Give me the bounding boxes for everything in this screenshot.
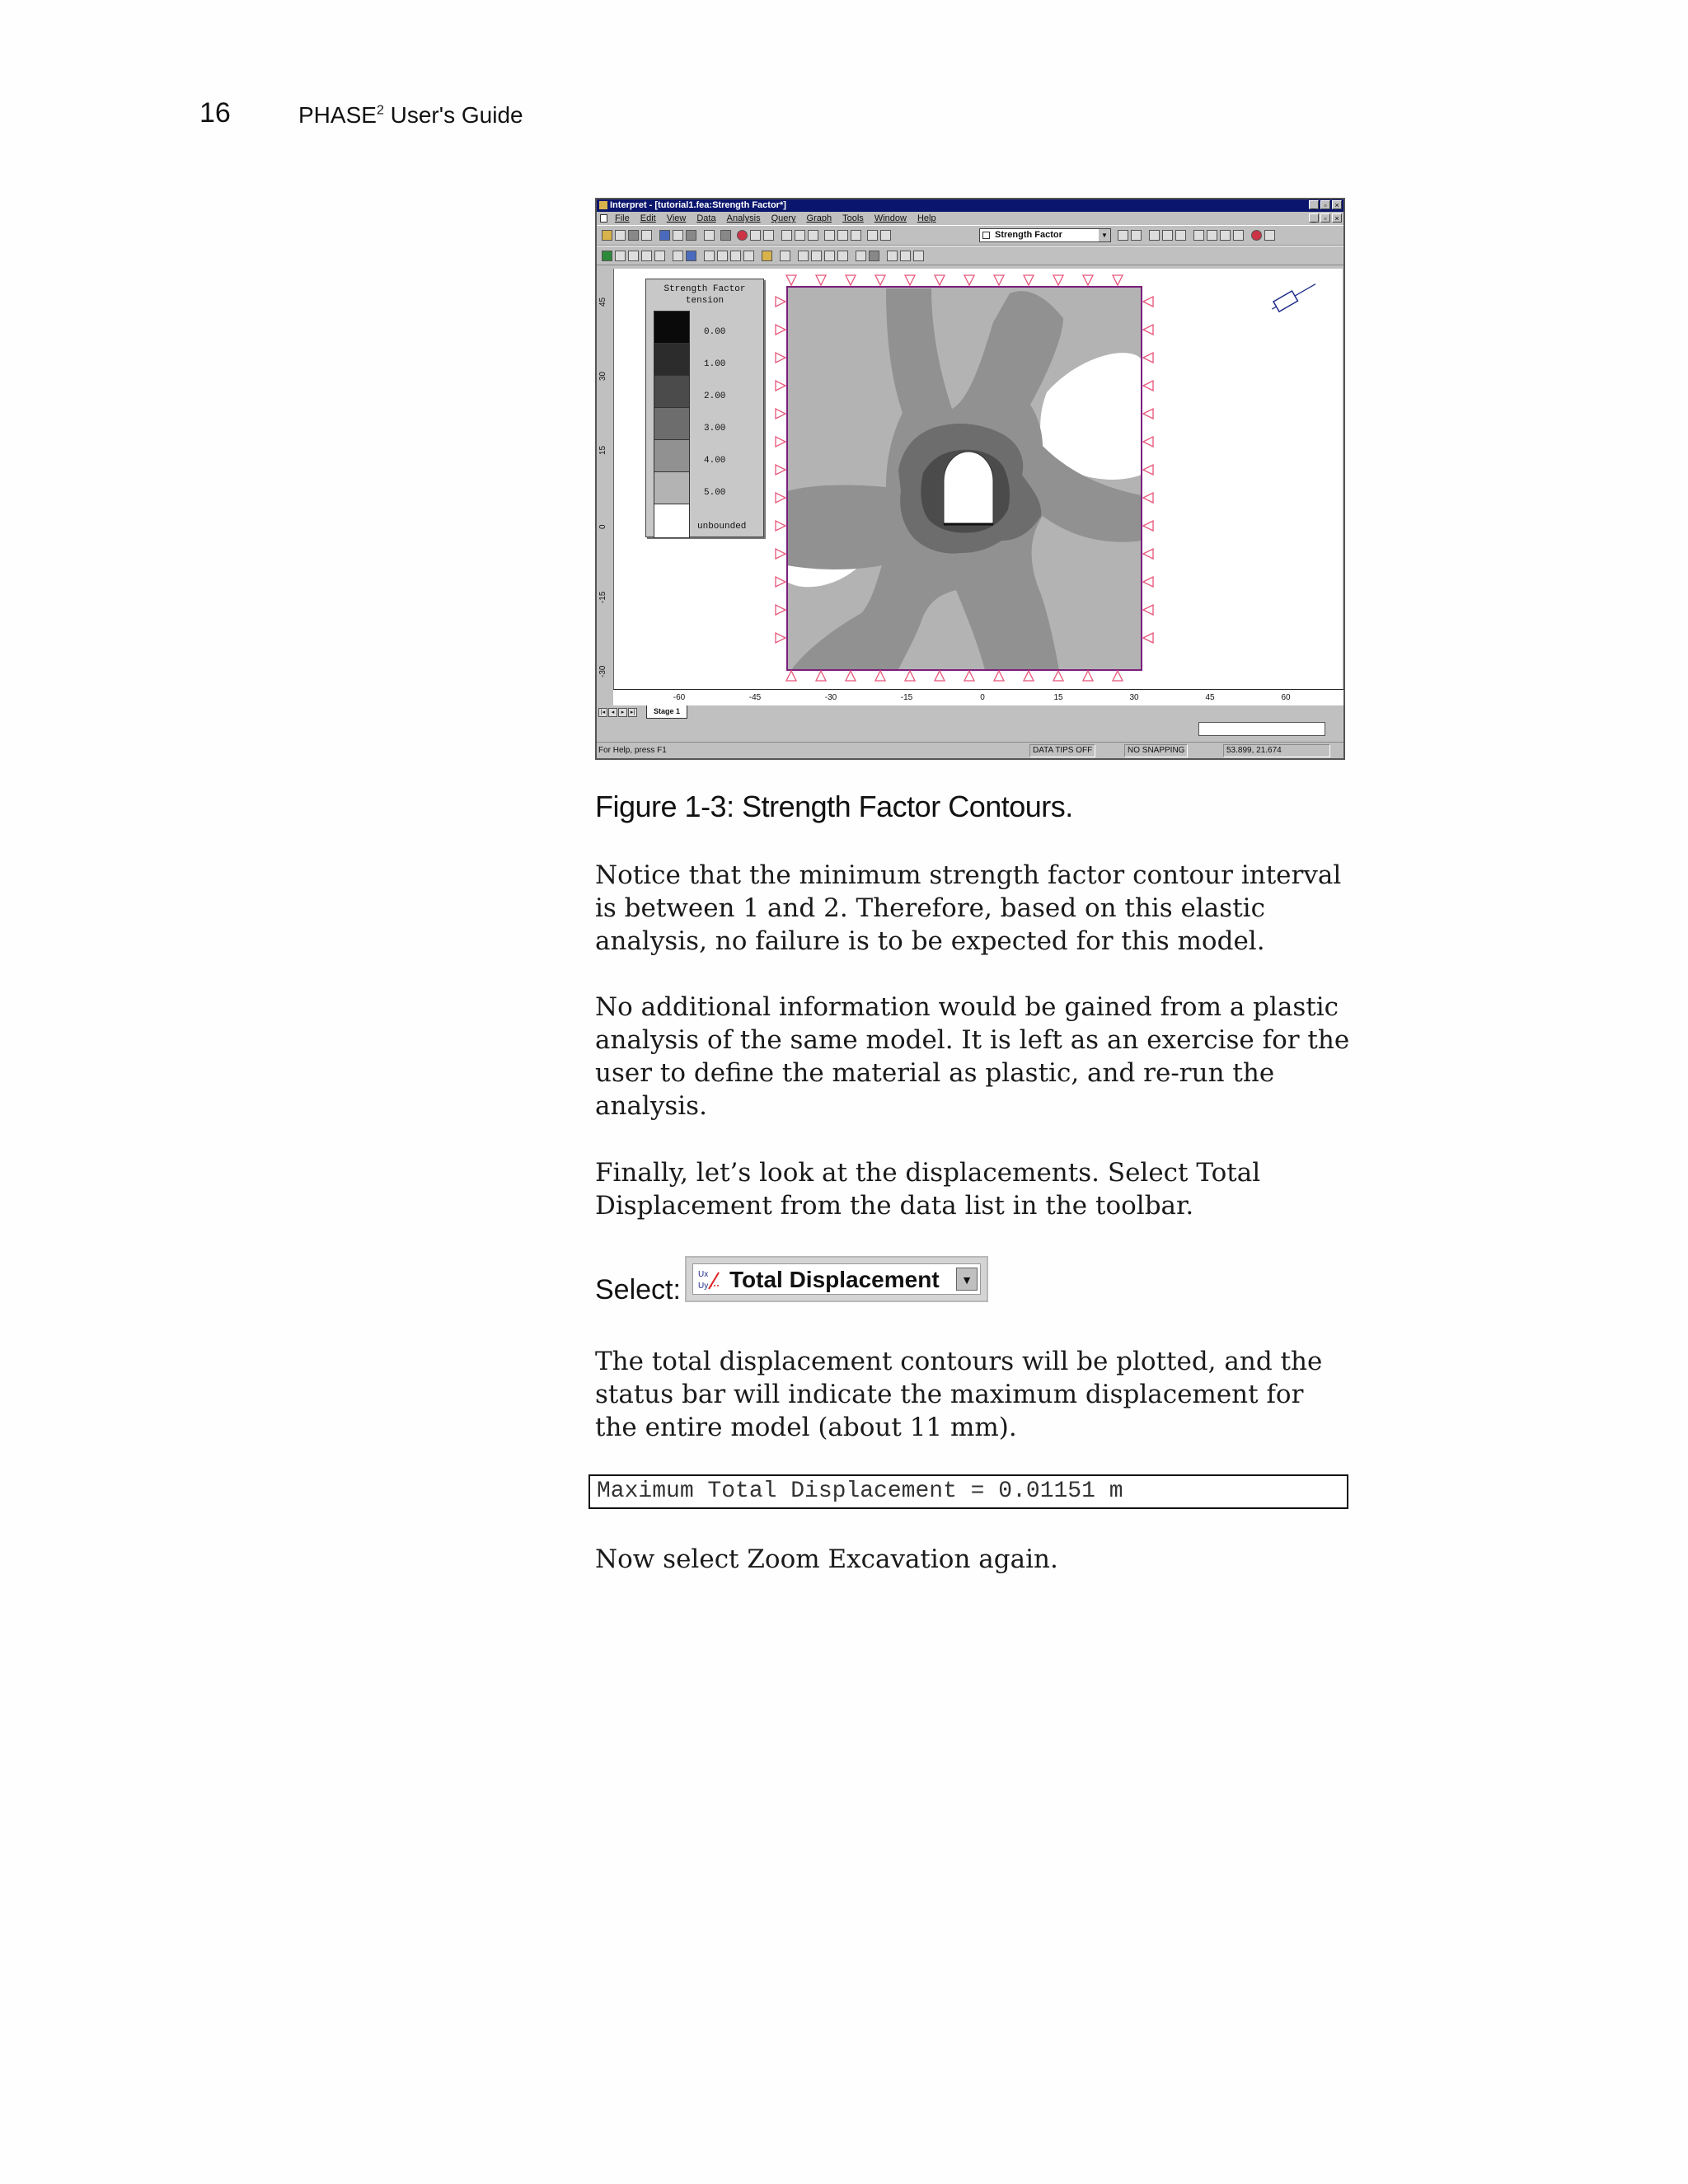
export-icon[interactable]: [628, 230, 639, 241]
svg-text:Ux: Ux: [698, 1270, 709, 1279]
menu-file[interactable]: File: [615, 213, 630, 223]
selector-value: Total Displacement: [729, 1267, 940, 1292]
restraint-top-icon: [875, 275, 885, 285]
restraint-bottom-icon: [875, 671, 885, 681]
restraint-right-icon: [1143, 465, 1153, 475]
restraint-right-icon: [1143, 521, 1153, 531]
info-field[interactable]: [1198, 722, 1325, 736]
restraint-bottom-icon: [994, 671, 1004, 681]
y-tick-label: -30: [598, 665, 607, 677]
display-options-icon[interactable]: [602, 251, 612, 261]
stop-icon[interactable]: [763, 230, 774, 241]
restraint-right-icon: [1143, 577, 1153, 587]
restraint-top-icon: [935, 275, 945, 285]
zoom-all-icon[interactable]: [781, 230, 792, 241]
running-header: [298, 102, 523, 129]
data-selector-combo[interactable]: [979, 228, 1111, 242]
copy-drawing-icon[interactable]: [811, 251, 822, 261]
external-boundary: [787, 287, 1142, 670]
main-toolbar: [597, 225, 1343, 246]
max-displacement-readout: Maximum Total Displacement = 0.01151 m: [588, 1474, 1348, 1509]
restraint-bottom-icon: [1113, 671, 1123, 681]
last-tab-icon[interactable]: ▸|: [628, 708, 637, 717]
title-bar: [597, 199, 1343, 212]
restraint-left-icon: [776, 549, 785, 559]
edit-drawing-icon[interactable]: [762, 251, 772, 261]
contour-band-2-3: [898, 424, 1041, 554]
restraint-top-icon: [786, 275, 796, 285]
select-icon[interactable]: [1149, 230, 1160, 241]
x-tick-label: -45: [748, 693, 762, 702]
table-icon[interactable]: [1220, 230, 1231, 241]
legend-swatch: [654, 439, 690, 474]
y-tick-label: 15: [598, 445, 607, 455]
menu-window[interactable]: Window: [874, 213, 907, 223]
arrow-icon[interactable]: [628, 251, 639, 261]
prev-tab-icon[interactable]: ◂: [608, 708, 617, 717]
graph-line-icon[interactable]: [1207, 230, 1217, 241]
restraint-left-icon: [776, 325, 785, 335]
restraint-left-icon: [776, 297, 785, 307]
open-icon[interactable]: [602, 230, 612, 241]
restore-icon[interactable]: ▫: [1320, 200, 1330, 209]
angle-icon[interactable]: [704, 251, 715, 261]
x-tick-label: -15: [900, 693, 913, 702]
restraint-left-icon: [776, 409, 785, 419]
record-icon[interactable]: [737, 230, 748, 241]
mdi-close-icon[interactable]: ×: [1332, 213, 1342, 223]
interpret-window: [595, 198, 1345, 760]
menu-query[interactable]: Query: [771, 213, 796, 223]
legend-label: 0.00: [704, 327, 726, 337]
info-bar: [597, 719, 1343, 742]
chevron-down-icon[interactable]: ▼: [1099, 229, 1110, 241]
y-tick-label: 45: [598, 297, 607, 307]
contour-band-1-2: [921, 450, 1010, 533]
chevron-down-icon[interactable]: ▼: [956, 1268, 978, 1291]
figure-caption: Figure 1-3: Strength Factor Contours.: [595, 790, 1073, 823]
paragraph-4: The total displacement contours will be plotted, and the status bar will indicate the maximum displacement for the entire model (about 11 mm).: [595, 1347, 1323, 1442]
restraint-left-icon: [776, 577, 785, 587]
legend-label: 1.00: [704, 359, 726, 369]
legend-swatch: [654, 375, 690, 410]
zoom-window-icon[interactable]: [824, 230, 835, 241]
restraint-left-icon: [776, 353, 785, 363]
legend-swatch: [654, 343, 690, 377]
x-tick-label: -60: [673, 693, 686, 702]
export-drawing-icon[interactable]: [900, 251, 911, 261]
restraint-top-icon: [964, 275, 974, 285]
restraint-left-icon: [776, 521, 785, 531]
first-tab-icon[interactable]: |◂: [598, 708, 607, 717]
restraint-bottom-icon: [1053, 671, 1063, 681]
svg-text:Uy: Uy: [698, 1282, 709, 1291]
line-icon[interactable]: [780, 251, 790, 261]
info-icon[interactable]: [704, 230, 715, 241]
restraint-right-icon: [1143, 549, 1153, 559]
contour-unbounded-right: [1040, 353, 1142, 480]
play-icon[interactable]: [750, 230, 761, 241]
restraint-bottom-icon: [1083, 671, 1093, 681]
menu-edit[interactable]: Edit: [640, 213, 656, 223]
legend-label: unbounded: [697, 522, 747, 532]
delete-drawing-icon[interactable]: [824, 251, 835, 261]
x-tick-label: -30: [824, 693, 837, 702]
axis-icon[interactable]: [615, 251, 626, 261]
restraint-right-icon: [1143, 493, 1153, 503]
zoom-in-icon[interactable]: [795, 230, 805, 241]
paragraph-5: Now select Zoom Excavation again.: [595, 1544, 1058, 1574]
paste-drawing-icon[interactable]: [837, 251, 848, 261]
text-box-icon[interactable]: [654, 251, 665, 261]
menu-analysis[interactable]: Analysis: [726, 213, 761, 223]
excavation-shape: [944, 452, 993, 524]
window-title: Interpret - [tutorial1.fea:Strength Factor*]: [610, 200, 786, 210]
zoom-previous-icon[interactable]: [851, 230, 861, 241]
x-tick-label: 60: [1281, 693, 1291, 702]
restraint-right-icon: [1143, 353, 1153, 363]
y-tick-label: 0: [598, 524, 607, 529]
restraint-top-icon: [1024, 275, 1034, 285]
header-superscript: 2: [376, 103, 384, 118]
header-main: PHASE: [298, 102, 377, 128]
arrow-draw-icon[interactable]: [686, 251, 696, 261]
arc-icon[interactable]: [673, 251, 683, 261]
restraint-right-icon: [1143, 605, 1153, 615]
zoom-excavation-icon[interactable]: [837, 230, 848, 241]
redraw-icon[interactable]: [867, 230, 878, 241]
boundary-restraints: [776, 275, 1153, 681]
menu-tools[interactable]: Tools: [842, 213, 864, 223]
pan-icon[interactable]: [880, 230, 891, 241]
restraint-top-icon: [994, 275, 1004, 285]
contour-options-icon[interactable]: [1118, 230, 1128, 241]
displacement-icon: [697, 1268, 722, 1292]
notepad-icon[interactable]: [887, 251, 898, 261]
restraint-bottom-icon: [905, 671, 915, 681]
context-help-icon[interactable]: [1264, 230, 1275, 241]
status-data-tips[interactable]: DATA TIPS OFF: [1029, 744, 1095, 757]
x-tick-label: 15: [1053, 693, 1063, 702]
restraint-top-icon: [1083, 275, 1093, 285]
status-snapping[interactable]: NO SNAPPING: [1124, 744, 1188, 757]
contour-unbounded-left: [787, 496, 879, 587]
graph-icon[interactable]: [1193, 230, 1204, 241]
secondary-toolbar: [597, 246, 1343, 265]
paragraph-1: Notice that the minimum strength factor contour interval is between 1 and 2. Therefore, based on this elastic analysis, no failure is to be expected for this model.: [595, 860, 1342, 956]
print-icon[interactable]: [686, 230, 696, 241]
restraint-right-icon: [1143, 297, 1153, 307]
restraint-left-icon: [776, 605, 785, 615]
restraint-right-icon: [1143, 381, 1153, 391]
restraint-left-icon: [776, 465, 785, 475]
contour-band-4-5: [787, 287, 1142, 670]
restraint-bottom-icon: [816, 671, 826, 681]
y-tick-label: -15: [598, 591, 607, 603]
status-help: For Help, press F1: [598, 746, 667, 755]
restraint-bottom-icon: [1024, 671, 1034, 681]
document-icon[interactable]: [600, 214, 607, 223]
grid-icon[interactable]: [798, 251, 809, 261]
restraint-right-icon: [1143, 325, 1153, 335]
x-tick-label: 0: [980, 693, 985, 702]
legend-swatch: [654, 504, 690, 538]
polyline-icon[interactable]: [717, 251, 728, 261]
filter-icon[interactable]: [1131, 230, 1142, 241]
stage-tab[interactable]: Stage 1: [646, 705, 687, 719]
page-number: 16: [199, 97, 231, 129]
copy-icon[interactable]: [615, 230, 626, 241]
restraint-top-icon: [1113, 275, 1123, 285]
restraint-bottom-icon: [846, 671, 856, 681]
select-all-icon[interactable]: [869, 251, 879, 261]
select-label: Select:: [595, 1274, 681, 1305]
legend: [645, 279, 764, 537]
distance-icon[interactable]: [743, 251, 754, 261]
menu-graph[interactable]: Graph: [806, 213, 832, 223]
scissors-icon[interactable]: [856, 251, 866, 261]
close-icon[interactable]: ×: [1332, 200, 1342, 209]
restraint-bottom-icon: [964, 671, 974, 681]
pointer-icon[interactable]: [1175, 230, 1186, 241]
vertical-ruler: [597, 269, 613, 689]
restraint-left-icon: [776, 633, 785, 643]
horizontal-ruler: [613, 689, 1343, 706]
restraint-right-icon: [1143, 437, 1153, 447]
chart-icon[interactable]: [659, 230, 670, 241]
legend-subtitle: tension: [685, 296, 724, 306]
stage-tab-bar: [597, 705, 1343, 719]
total-displacement-selector[interactable]: [685, 1256, 988, 1302]
rectangle-icon[interactable]: [641, 251, 652, 261]
menu-help[interactable]: Help: [917, 213, 936, 223]
legend-label: 3.00: [704, 424, 726, 434]
menu-view[interactable]: View: [666, 213, 687, 223]
menu-data[interactable]: Data: [696, 213, 716, 223]
restraint-top-icon: [905, 275, 915, 285]
restraint-left-icon: [776, 493, 785, 503]
polygon-icon[interactable]: [730, 251, 741, 261]
mdi-restore-icon[interactable]: ▫: [1320, 213, 1330, 223]
help-tool-icon[interactable]: [1251, 230, 1262, 241]
legend-swatch: [654, 311, 690, 345]
data-selector-value: Strength Factor: [995, 230, 1062, 240]
report-icon[interactable]: [1233, 230, 1244, 241]
properties-icon[interactable]: [720, 230, 731, 241]
restraint-right-icon: [1143, 409, 1153, 419]
restraint-top-icon: [816, 275, 826, 285]
status-bar: [597, 742, 1343, 759]
data-type-icon: [982, 232, 990, 239]
header-rest: User's Guide: [383, 102, 523, 128]
undo-icon[interactable]: [913, 251, 924, 261]
model-view[interactable]: [613, 269, 1343, 689]
legend-title: Strength Factor: [663, 284, 746, 294]
paragraph-2: No additional information would be gained from a plastic analysis of the same model. It is left as an exercise for the user to define the material as plastic, and re-run the analysis.: [595, 992, 1350, 1121]
menu-bar: [597, 212, 1343, 225]
legend-label: 4.00: [704, 456, 726, 466]
restraint-left-icon: [776, 381, 785, 391]
x-tick-label: 30: [1129, 693, 1139, 702]
print-preview-icon[interactable]: [673, 230, 683, 241]
legend-swatch: [654, 407, 690, 442]
info-viewer-icon: [1269, 279, 1319, 315]
query-icon[interactable]: [1162, 230, 1173, 241]
minimize-icon[interactable]: _: [1309, 200, 1319, 209]
zoom-out-icon[interactable]: [808, 230, 818, 241]
legend-swatch: [654, 471, 690, 506]
next-tab-icon[interactable]: ▸: [618, 708, 627, 717]
restraint-bottom-icon: [935, 671, 945, 681]
y-tick-label: 30: [598, 371, 607, 381]
status-coordinates: 53.899, 21.674: [1223, 744, 1330, 757]
legend-label: 5.00: [704, 488, 726, 498]
page-layout-icon[interactable]: [641, 230, 652, 241]
x-tick-label: 45: [1205, 693, 1215, 702]
contour-band-3-4: [787, 288, 1142, 670]
paragraph-3: Finally, let’s look at the displacements. Select Total Displacement from the data list in the toolbar.: [595, 1158, 1261, 1221]
restraint-bottom-icon: [786, 671, 796, 681]
restraint-top-icon: [1053, 275, 1063, 285]
mdi-minimize-icon[interactable]: _: [1309, 213, 1319, 223]
restraint-right-icon: [1143, 633, 1153, 643]
restraint-top-icon: [846, 275, 856, 285]
restraint-left-icon: [776, 437, 785, 447]
app-icon: [599, 201, 607, 209]
legend-label: 2.00: [704, 391, 726, 401]
